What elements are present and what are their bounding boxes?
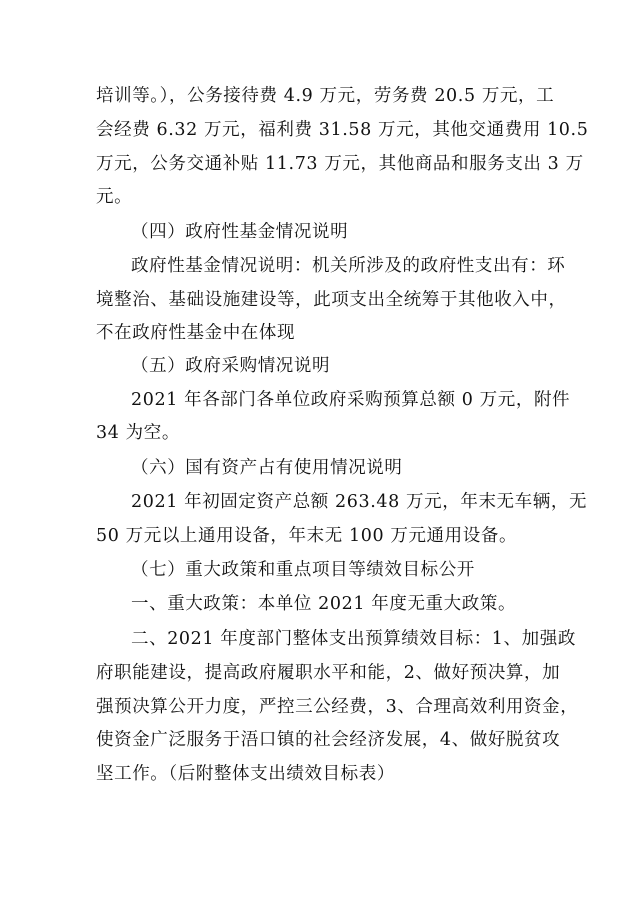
section-heading: （四）政府性基金情况说明 [131, 222, 349, 242]
body-text-line: 一、重大政策：本单位 2021 年度无重大政策。 [131, 594, 517, 614]
body-text-line: 坚工作。（后附整体支出绩效目标表） [96, 764, 395, 784]
body-text-line: 府职能建设，提高政府履职水平和能，2、做好预决算，加 [96, 663, 561, 683]
body-text-line: 2021 年各部门各单位政府采购预算总额 0 万元，附件 [131, 390, 571, 410]
section-heading: （七）重大政策和重点项目等绩效目标公开 [131, 560, 475, 580]
body-text-line: 不在政府性基金中在体现 [96, 323, 296, 343]
body-text-line: 政府性基金情况说明：机关所涉及的政府性支出有：环 [131, 256, 566, 276]
body-text-line: 境整治、基础设施建设等，此项支出全统筹于其他收入中， [96, 290, 567, 310]
body-text-line: 培训等。），公务接待费 4.9 万元，劳务费 20.5 万元，工 [96, 86, 555, 106]
body-text-line: 使资金广泛服务于浯口镇的社会经济发展，4、做好脱贫攻 [96, 730, 561, 750]
section-heading: （五）政府采购情况说明 [131, 356, 331, 376]
body-text-line: 34 为空。 [96, 423, 180, 443]
body-text-line: 50 万元以上通用设备，年末无 100 万元通用设备。 [96, 526, 518, 546]
body-text-line: 会经费 6.32 万元，福利费 31.58 万元，其他交通费用 10.5 [96, 120, 589, 140]
section-heading: （六）国有资产占有使用情况说明 [131, 458, 403, 478]
body-text-line: 元。 [96, 187, 133, 207]
body-text-line: 强预决算公开力度，严控三公经费，3、合理高效利用资金， [96, 697, 579, 717]
body-text-line: 2021 年初固定资产总额 263.48 万元，年末无车辆，无 [131, 492, 588, 512]
body-text-line: 二、2021 年度部门整体支出预算绩效目标：1、加强政 [131, 629, 576, 649]
body-text-line: 万元，公务交通补贴 11.73 万元，其他商品和服务支出 3 万 [96, 154, 584, 174]
